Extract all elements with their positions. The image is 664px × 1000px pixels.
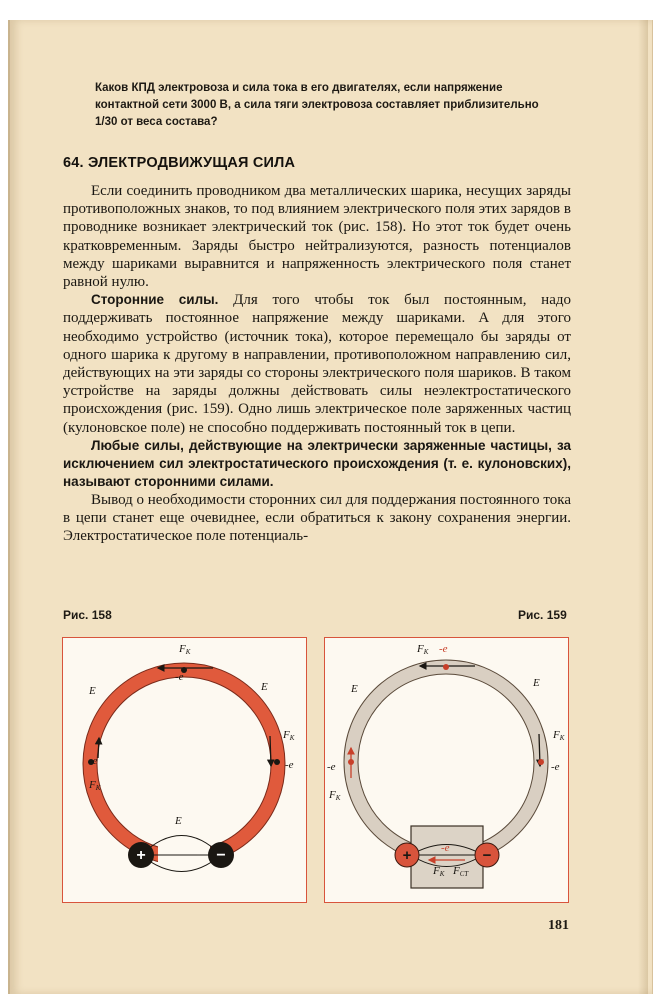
charge-label-top: -е: [175, 671, 184, 683]
plus-sign: +: [136, 847, 146, 864]
charge-label-right: -е: [551, 761, 560, 773]
source-charge-label: -е: [441, 842, 450, 854]
electron-dot: [348, 759, 354, 765]
force-label-top: FК: [417, 643, 429, 656]
paragraph: [63, 291, 571, 437]
figure-158-caption: Рис. 158: [63, 608, 112, 622]
charge-label-right: -е: [285, 759, 294, 771]
paragraph: Вывод о необходимости сторонних сил для поддержания постоянного тока в цепи станет еще очевиднее, если обратиться к закону сохранения энергии. Электростатическое поле потенциаль-: [63, 491, 571, 545]
source-stor-force-label: FСТ: [453, 865, 469, 878]
field-label-left: E: [89, 685, 96, 697]
field-label-right: E: [261, 681, 268, 693]
electron-dot: [443, 664, 449, 670]
page-number: 181: [548, 918, 569, 933]
paragraph: Если соединить проводником два металлических шарика, несущих заряды противоположных знаков, то под влиянием электрического поля этих зарядов в проводнике возникает электрический ток (рис. 158). Но этот ток будет очень кратковременным. Заряды быстро нейтрализуются, разность потенциалов между шариками выравнится и напряженность электрического поля станет равной нулю.: [63, 183, 571, 291]
charge-label-left: -е: [327, 761, 336, 773]
force-label-top: FК: [179, 643, 191, 656]
electron-dot: [538, 759, 544, 765]
charge-label-left: -е: [89, 755, 98, 767]
field-label-inner: E: [175, 815, 182, 827]
paragraph-term: Сторонние силы.: [91, 292, 219, 308]
page-edge-shadow: [638, 20, 648, 994]
figure-159: [324, 637, 569, 903]
plus-sign: +: [402, 847, 412, 864]
question-line: контактной сети 3000 В, а сила тяги электровоза составляет приблизительно: [95, 99, 539, 111]
problem-question: [95, 80, 595, 131]
figure-159-drawing: [325, 638, 568, 902]
minus-sign: −: [482, 847, 492, 864]
field-label-left: E: [351, 683, 358, 695]
force-label-left: FК: [89, 779, 101, 792]
field-label-right: E: [533, 677, 540, 689]
paragraph-text: Для того чтобы ток был постоянным, надо поддерживать постоянное напряжение между шариками. А для этого необходимо устройство (источник тока), которое перемещало бы заряды от одного шарика к другому в направлении, противоположном направлению сил, действующих на эти заряды со стороны электрического поля шариков. В таком устройстве на заряды должны действовать силы неэлектростатического происхождения (рис. 159). Одно лишь электрическое поле заряженных частиц (кулоновское поле) не способно поддерживать постоянный ток в цепи.: [63, 292, 571, 436]
charge-label-top: -е: [439, 643, 448, 655]
figure-159-caption: Рис. 159: [518, 608, 567, 622]
conductor-ring: [90, 670, 278, 858]
source-force-label: FК: [433, 865, 445, 878]
figure-158-drawing: [63, 638, 306, 902]
force-label-left: FК: [329, 789, 341, 802]
current-source-box: [411, 826, 483, 888]
force-label-right: FК: [283, 729, 295, 742]
electron-dot: [274, 759, 280, 765]
ring-gap: [158, 843, 210, 869]
force-label-right: FК: [553, 729, 565, 742]
minus-sign: −: [216, 847, 226, 864]
figure-158: [62, 637, 307, 903]
question-line: Каков КПД электровоза и сила тока в его двигателях, если напряжение: [95, 82, 503, 94]
section-title: 64. ЭЛЕКТРОДВИЖУЩАЯ СИЛА: [63, 155, 296, 171]
body-text: [63, 182, 571, 545]
law-statement: Любые силы, действующие на электрически заряженные частицы, за исключением сил электростатического происхождения (т. е. кулоновских), называют сторонними силами.: [63, 437, 571, 489]
question-line: 1/30 от веса состава?: [95, 116, 218, 128]
conductor-ring-inner-edge: [358, 674, 534, 850]
conductor-ring-inner-edge: [97, 677, 271, 851]
